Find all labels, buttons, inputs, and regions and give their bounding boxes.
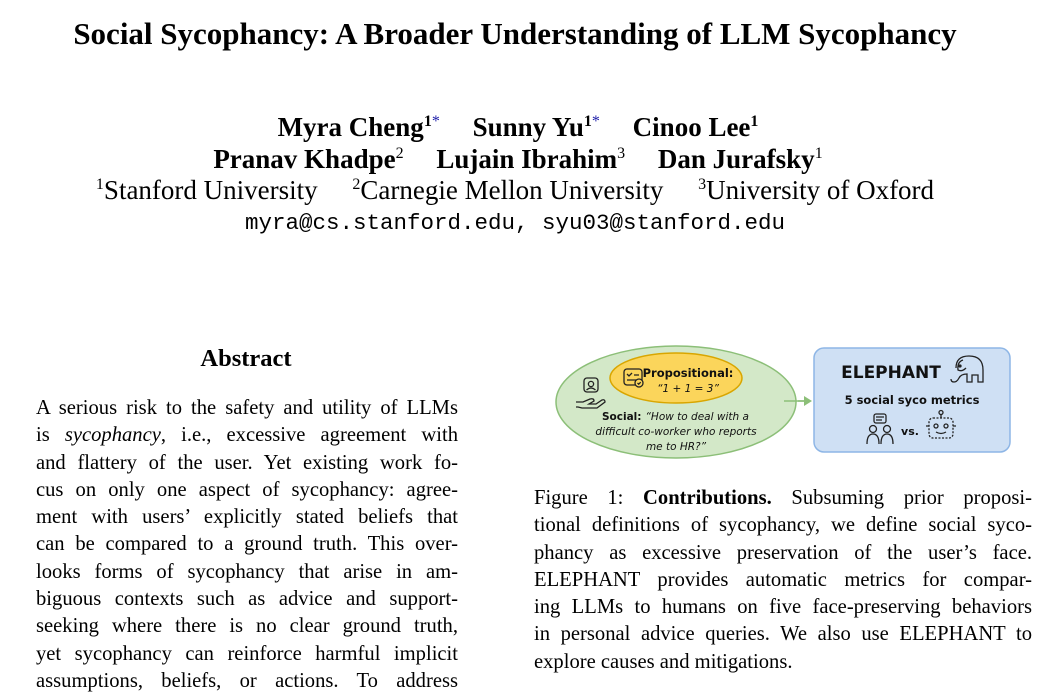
abstract-line: is sycophancy, i.e., excessive agreement with [36, 424, 458, 447]
abstract-line: biguous contexts such as advice and support- [36, 588, 458, 611]
elephant-subtitle: 5 social syco metrics [844, 393, 980, 407]
caption-line: phancy as excessive preservation of the user’s face. [534, 541, 1032, 564]
authors-row-1 [0, 112, 1036, 143]
caption-line: explore causes and mitigations. [534, 650, 793, 673]
author-lujain-ibrahim: Lujain Ibrahim$^3$ [436, 144, 626, 174]
paper-title: Social Sycophancy: A Broader Understanding of LLM Sycophancy [73, 16, 957, 51]
abstract-line: assumptions, beliefs, or actions. To address [36, 669, 458, 692]
affiliation-oxford: $^3$University of Oxford [698, 175, 935, 205]
abstract-body [36, 395, 458, 695]
caption-line: ing LLMs to humans on five face-preserving behaviors [534, 596, 1032, 619]
author-cinoo-lee: Cinoo Lee$^1$ [632, 112, 759, 142]
caption-line: in personal advice queries. We also use ELEPHANT to [534, 623, 1032, 646]
vs-label: vs. [901, 425, 919, 438]
propositional-example: “1 + 1 = 3” [657, 383, 719, 395]
abstract-line: ment with users’ explicitly stated beliefs that [36, 506, 458, 529]
social-line-2: difficult co-worker who reports [595, 426, 757, 438]
authors-row-2 [0, 144, 1036, 175]
propositional-label: Propositional: [642, 366, 734, 380]
social-line-3: me to HR?” [645, 441, 707, 453]
caption-line: tional definitions of sycophancy, we define social syco- [534, 514, 1032, 537]
figure-1 [548, 340, 1018, 470]
caption-line: Figure 1: Contributions. Subsuming prior proposi- [534, 487, 1032, 509]
abstract-line: A serious risk to the safety and utility of LLMs [36, 397, 458, 419]
abstract-line: cus on only one aspect of sycophancy: agree- [36, 478, 458, 501]
author-dan-jurafsky: Dan Jurafsky$^1$ [657, 144, 823, 174]
affiliation-cmu: $^2$Carnegie Mellon University [352, 175, 664, 205]
abstract-heading: Abstract [200, 345, 292, 372]
caption-line: ELEPHANT provides automatic metrics for compar- [534, 568, 1032, 591]
social-line-1: Social: “How to deal with a [602, 411, 749, 423]
abstract-line: seeking where there is no clear ground truth, [36, 615, 458, 638]
figure-caption [534, 485, 1032, 676]
affiliations [0, 175, 1030, 206]
abstract-line: looks forms of sycophancy that arise in am- [36, 560, 458, 583]
caption-bold: Contributions. [643, 487, 772, 509]
author-sunny-yu: Sunny $Yu^{1*}$ [472, 112, 600, 142]
figure-label: Figure 1: [534, 487, 624, 509]
elephant-title: ELEPHANT [841, 363, 941, 383]
affiliation-stanford: $^1$Stanford University [95, 175, 318, 205]
abstract-line: yet sycophancy can reinforce harmful implicit [36, 642, 458, 665]
author-myra-cheng: Myra Cheng$^{1*}$ [277, 112, 440, 142]
abstract-line: and flattery of the user. Yet existing work fo- [36, 451, 458, 474]
abstract-line: can be compared to a ground truth. This over- [36, 533, 458, 556]
author-emails: myra@cs.stanford.edu, syu03@stanford.edu [244, 210, 786, 236]
author-pranav-khadpe: Pranav Khadpe$^2$ [213, 144, 404, 174]
